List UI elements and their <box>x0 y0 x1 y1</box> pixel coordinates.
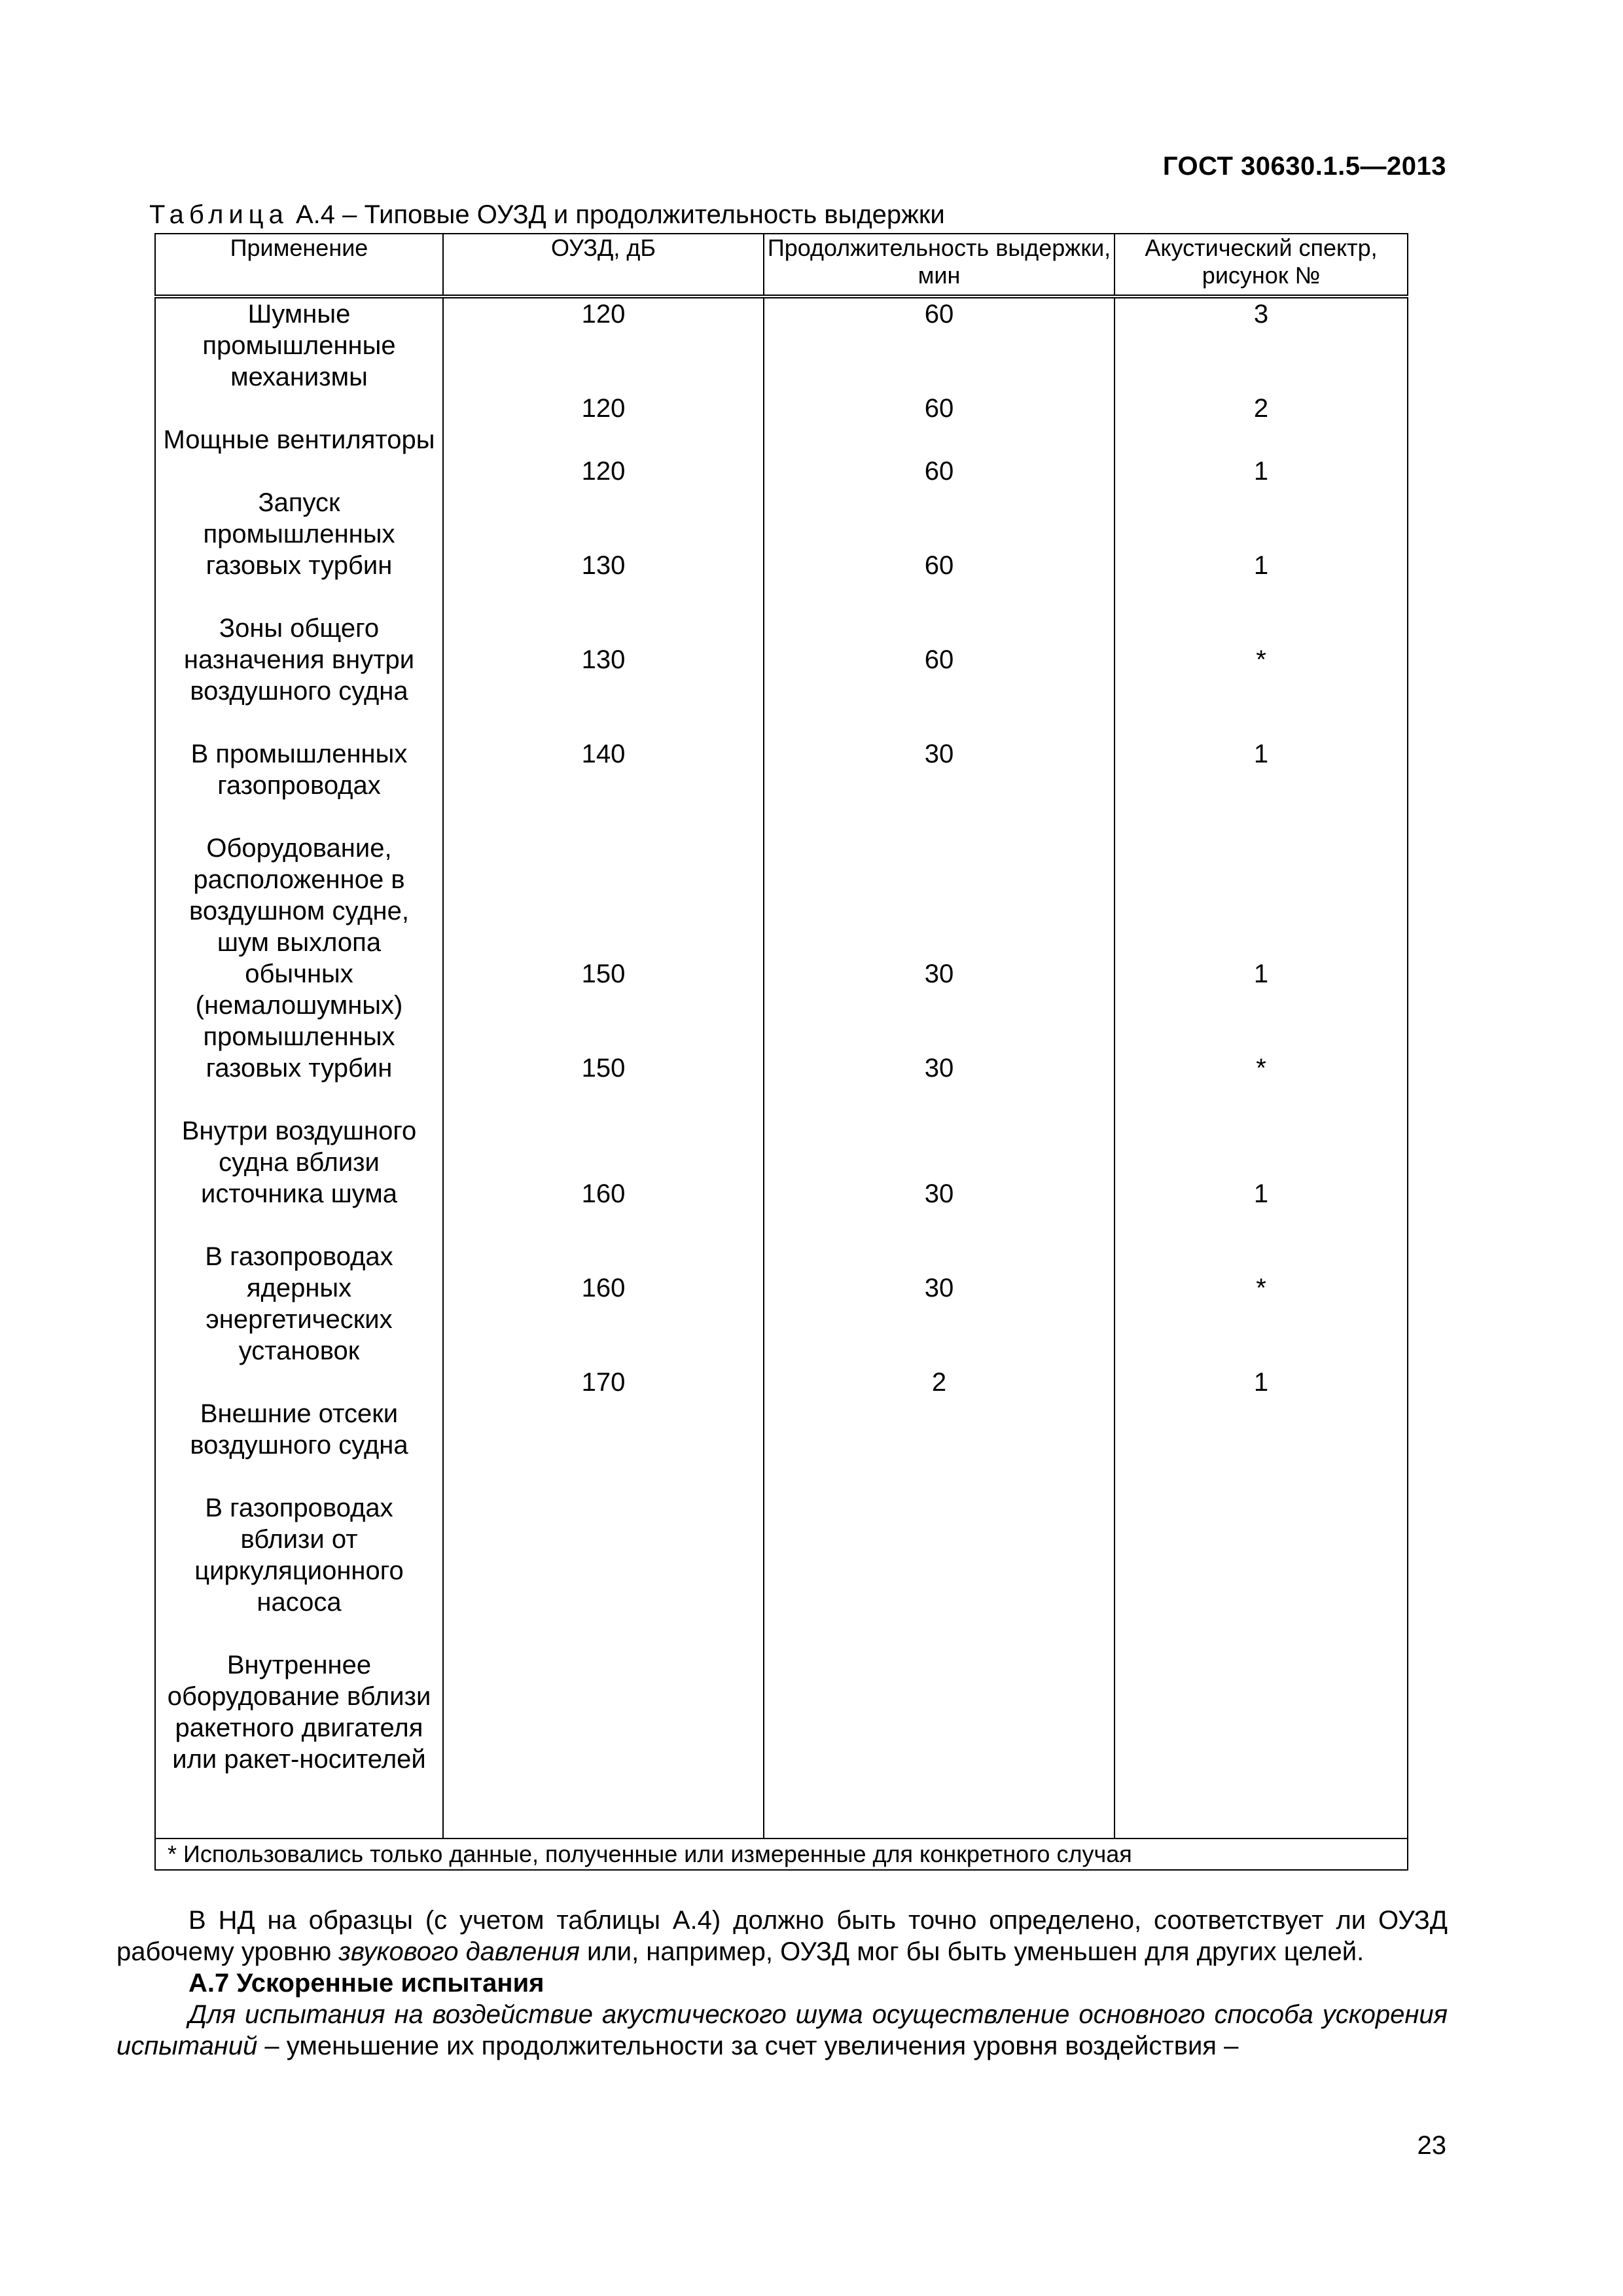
table-footnote: * Использовались только данные, полученные или измеренные для конкретного случая <box>155 1839 1408 1870</box>
column-header-duration: Продолжительность выдержки, мин <box>764 234 1115 296</box>
spectrum-value: 3 <box>1253 300 1269 329</box>
application-item: Запуск промышленных газовых турбин <box>203 488 395 580</box>
application-item: Внутреннее оборудование вблизи ракетного двигателя или ракет-носителей <box>167 1651 431 1774</box>
spectrum-value: 1 <box>1253 551 1269 580</box>
table-footnote-row <box>155 1839 1408 1870</box>
duration-value: 30 <box>924 1054 954 1083</box>
level-value: 140 <box>581 740 626 768</box>
application-item: В газопроводах вблизи от циркуляционного насоса <box>194 1494 404 1617</box>
duration-value: 30 <box>924 740 954 768</box>
level-value: 160 <box>581 1179 626 1208</box>
application-item: В промышленных газопроводах <box>190 740 408 800</box>
level-value: 160 <box>581 1274 626 1302</box>
duration-value: 60 <box>924 645 954 674</box>
level-value: 120 <box>581 457 626 486</box>
duration-column <box>764 296 1115 1839</box>
column-header-application: Применение <box>155 234 443 296</box>
section-heading: А.7 Ускоренные испытания <box>188 1969 544 1998</box>
duration-value: 30 <box>924 1179 954 1208</box>
application-column <box>155 296 443 1839</box>
application-item: Мощные вентиляторы <box>163 425 435 454</box>
paragraph-1 <box>116 1905 1448 1967</box>
spectrum-value: 1 <box>1253 457 1269 486</box>
duration-value: 60 <box>924 551 954 580</box>
spectrum-column <box>1115 296 1408 1839</box>
level-value: 120 <box>581 394 626 423</box>
duration-value: 30 <box>924 1274 954 1302</box>
exposure-table <box>154 233 1408 1871</box>
level-value: 130 <box>581 551 626 580</box>
page-number: 23 <box>1417 2131 1446 2160</box>
level-value: 150 <box>581 960 626 988</box>
paragraph-1-italic: звукового давления <box>338 1937 580 1966</box>
level-value: 120 <box>581 300 626 329</box>
application-item: Внутри воздушного судна вблизи источника шума <box>181 1117 417 1208</box>
document-code: ГОСТ 30630.1.5—2013 <box>1162 152 1446 181</box>
spectrum-value: 2 <box>1253 394 1269 423</box>
table-body-row <box>155 296 1408 1839</box>
level-column <box>443 296 764 1839</box>
application-item: В газопроводах ядерных энергетических установок <box>205 1242 393 1365</box>
level-value: 170 <box>581 1368 626 1397</box>
spectrum-value: * <box>1256 1274 1266 1302</box>
level-value: 130 <box>581 645 626 674</box>
duration-value: 60 <box>924 457 954 486</box>
column-header-level: ОУЗД, дБ <box>443 234 764 296</box>
spectrum-value: * <box>1256 1054 1266 1083</box>
table-header-row <box>155 234 1408 296</box>
duration-value: 30 <box>924 960 954 988</box>
paragraph-2-text: – уменьшение их продолжительности за счет увеличения уровня воздействия – <box>257 2032 1239 2060</box>
application-item: Шумные промышленные механизмы <box>202 300 396 391</box>
application-item: Зоны общего назначения внутри воздушного судна <box>183 614 415 706</box>
body-text <box>116 1905 1448 2062</box>
application-item: Оборудование, расположенное в воздушном судне, шум выхлопа обычных (немалошумных) промышленных газовых турбин <box>189 834 409 1083</box>
spectrum-value: 1 <box>1253 740 1269 768</box>
paragraph-2 <box>116 1999 1448 2062</box>
paragraph-1-text-end: или, например, ОУЗД мог бы быть уменьшен для других целей. <box>579 1937 1364 1966</box>
duration-value: 2 <box>931 1368 947 1397</box>
paragraph-2-italic: Для испытания на воздействие акустического шума осуществление основного способа ускорения испытаний <box>116 2000 1448 2060</box>
spectrum-value: 1 <box>1253 1179 1269 1208</box>
paragraph-1-text: В НД на образцы (с учетом таблицы А.4) должно быть точно определено, соответствует ли ОУЗД рабочему уровню <box>116 1906 1448 1966</box>
duration-value: 60 <box>924 394 954 423</box>
spectrum-value: * <box>1256 645 1266 674</box>
spectrum-value: 1 <box>1253 960 1269 988</box>
table-caption <box>149 200 945 230</box>
column-header-spectrum: Акустический спектр, рисунок № <box>1115 234 1408 296</box>
application-item: Внешние отсеки воздушного судна <box>190 1399 408 1460</box>
table-caption-prefix: Таблица <box>149 200 289 229</box>
table-caption-text: А.4 – Типовые ОУЗД и продолжительность выдержки <box>288 200 945 229</box>
level-value: 150 <box>581 1054 626 1083</box>
duration-value: 60 <box>924 300 954 329</box>
spectrum-value: 1 <box>1253 1368 1269 1397</box>
